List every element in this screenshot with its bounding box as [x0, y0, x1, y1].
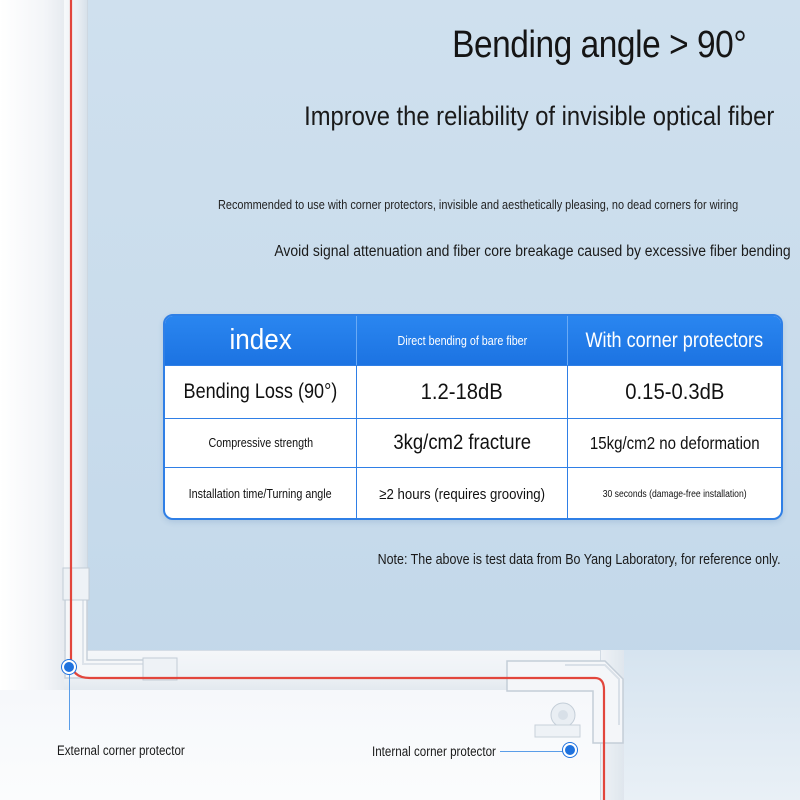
- table-row: [165, 418, 781, 467]
- right-wall-panel: [624, 650, 800, 800]
- external-callout-line: [69, 674, 70, 730]
- external-callout-dot: [62, 660, 76, 674]
- table-cell: ≥2 hours (requires grooving): [357, 468, 568, 520]
- header-cell-bare-fiber: Direct bending of bare fiber: [357, 316, 568, 365]
- footnote: Note: The above is test data from Bo Yang Laboratory, for reference only.: [378, 552, 781, 568]
- table-cell: 1.2-18dB: [357, 366, 568, 418]
- table-cell: 3kg/cm2 fracture: [357, 419, 568, 467]
- header-cell-corner-protectors: With corner protectors: [585, 328, 764, 352]
- table-row: [165, 365, 781, 418]
- internal-corner-label: Internal corner protector: [372, 744, 496, 759]
- table-cell: Bending Loss (90°): [165, 366, 357, 418]
- description-line-1: Recommended to use with corner protectors, invisible and aesthetically pleasing, no dead corners for wiring: [218, 197, 739, 212]
- table-cell: Installation time/Turning angle: [165, 468, 357, 520]
- page-title: Bending angle > 90°: [451, 24, 746, 66]
- table-cell: 15kg/cm2 no deformation: [589, 432, 760, 453]
- page-subtitle: Improve the reliability of invisible optical fiber: [303, 101, 774, 131]
- internal-corner-protector-icon: [505, 655, 625, 745]
- table-cell: Compressive strength: [165, 419, 357, 467]
- internal-callout-dot: [563, 743, 577, 757]
- table-row: [165, 467, 781, 520]
- header-cell-index: index: [165, 316, 357, 365]
- internal-callout-line: [500, 751, 564, 752]
- table-header-row: [165, 316, 781, 365]
- table-cell: 30 seconds (damage-free installation): [602, 488, 747, 500]
- table-cell: 0.15-0.3dB: [624, 379, 725, 404]
- external-corner-label: External corner protector: [57, 743, 185, 758]
- description-line-2: Avoid signal attenuation and fiber core breakage caused by excessive fiber bending: [274, 243, 791, 260]
- comparison-table: [163, 314, 783, 520]
